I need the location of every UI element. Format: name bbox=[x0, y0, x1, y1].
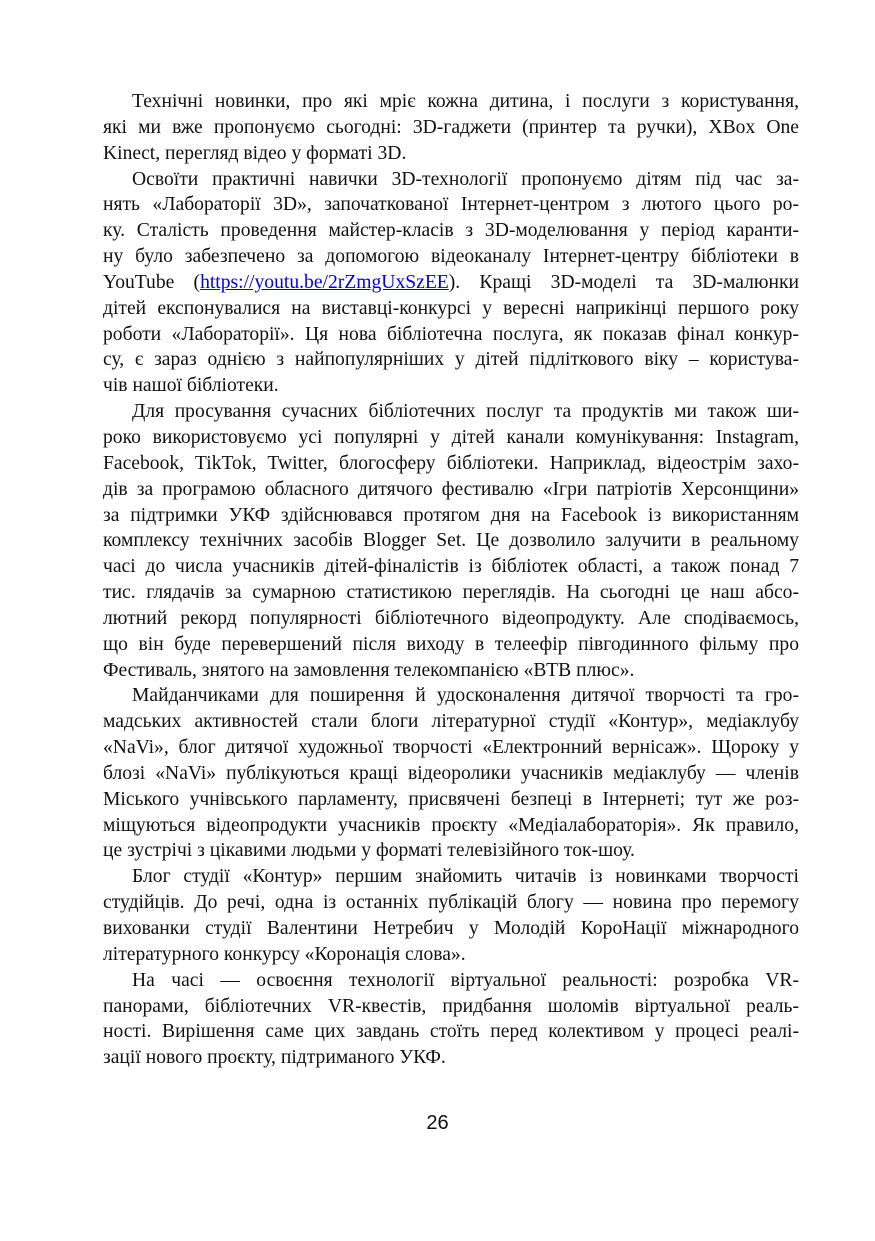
paragraph-4-line-2: мадських активностей стали блоги літературної студії «Контур», медіаклубу bbox=[103, 711, 799, 733]
paragraph-4-line-6: міщуються відеопродукти учасників проєкту «Медіалабораторія». Як правило, bbox=[103, 814, 799, 836]
link-line-suffix: ). Кращі 3D-моделі та 3D-малюнки bbox=[448, 271, 799, 293]
link-line-prefix: YouTube ( bbox=[103, 271, 201, 293]
paragraph-1-line-3: Kinect, перегляд відео у форматі 3D. bbox=[103, 142, 407, 164]
paragraph-2-line-1: Освоїти практичні навички 3D-технології пропонуємо дітям під час за- bbox=[132, 168, 799, 190]
paragraph-4-line-7: це зустрічі з цікавими людьми у форматі телевізійного ток-шоу. bbox=[103, 840, 635, 862]
paragraph-4-line-5: Міського учнівського парламенту, присвячені безпеці в Інтернеті; тут же роз- bbox=[103, 788, 799, 810]
paragraph-3-line-6: комплексу технічних засобів Blogger Set. Це дозволило залучити в реальному bbox=[103, 530, 799, 552]
paragraph-3-line-5: за підтримки УКФ здійснювався протягом дня на Facebook із використанням bbox=[103, 504, 799, 526]
paragraph-2-line-4: ну було забезпечено за допомогою відеоканалу Інтернет-центру бібліотеки в bbox=[103, 246, 799, 268]
paragraph-2-line-7: роботи «Лабораторії». Ця нова бібліотечна послуга, як показав фінал конкур- bbox=[103, 323, 799, 345]
paragraph-3-line-4: дів за програмою обласного дитячого фестивалю «Ігри патріотів Херсонщини» bbox=[103, 478, 799, 500]
paragraph-2-line-2: нять «Лабораторії 3D», започаткованої Інтернет-центром з лютого цього ро- bbox=[103, 194, 799, 216]
page-number: 26 bbox=[426, 1112, 449, 1134]
paragraph-2-line-6: дітей експонувалися на виставці-конкурсі у вересні наприкінці першого року bbox=[103, 297, 799, 319]
paragraph-3-line-7: часі до числа учасників дітей-фіналістів із бібліотек області, а також понад 7 bbox=[103, 556, 799, 578]
paragraph-3-line-1: Для просування сучасних бібліотечних послуг та продуктів ми також ши- bbox=[132, 401, 799, 423]
paragraph-6-line-1: На часі — освоєння технології віртуальної реальності: розробка VR- bbox=[132, 969, 799, 991]
paragraph-4-line-4: блозі «NaVi» публікуються кращі відеоролики учасників медіаклубу — членів bbox=[103, 762, 799, 784]
paragraph-1-line-1: Технічні новинки, про які мріє кожна дитина, і послуги з користування, bbox=[132, 91, 799, 112]
paragraph-5-line-4: літературного конкурсу «Коронація слова». bbox=[103, 943, 466, 965]
body-text bbox=[103, 89, 799, 1071]
paragraph-5-line-2: студійців. До речі, одна із останніх публікацій блогу — новина про перемогу bbox=[103, 892, 799, 914]
youtube-link[interactable]: https://youtu.be/2rZmgUxSzEE bbox=[200, 271, 449, 293]
paragraph-3-line-9: лютний рекорд популярності бібліотечного відеопродукту. Але сподіваємось, bbox=[103, 607, 799, 629]
paragraph-4-line-3: «NaVi», блог дитячої художньої творчості «Електронний вернісаж». Щороку у bbox=[103, 737, 799, 759]
paragraph-1-line-2: які ми вже пропонуємо сьогодні: 3D-гаджети (принтер та ручки), XBox One bbox=[103, 116, 799, 138]
paragraph-3-line-10: що він буде перевершений після виходу в телеефір півгодинного фільму про bbox=[103, 633, 799, 655]
paragraph-3-line-3: Facebook, TikTok, Twitter, блогосферу бібліотеки. Наприклад, відеострім захо- bbox=[103, 452, 799, 474]
paragraph-6-line-4: зації нового проєкту, підтриманого УКФ. bbox=[103, 1047, 446, 1069]
paragraph-5-line-3: вихованки студії Валентини Нетребич у Молодій КороНації міжнародного bbox=[103, 918, 799, 939]
paragraph-3-line-11: Фестиваль, знятого на замовлення телекомпанією «ВТВ плюс». bbox=[103, 659, 635, 681]
paragraph-2-link-line bbox=[103, 270, 799, 296]
paragraph-2-line-3: ку. Сталість проведення майстер-класів з 3D-моделювання у період каранти- bbox=[103, 220, 799, 242]
paragraph-6-line-2: панорами, бібліотечних VR-квестів, придбання шоломів віртуальної реаль- bbox=[103, 995, 799, 1017]
paragraph-5-line-1: Блог студії «Контур» першим знайомить читачів із новинками творчості bbox=[132, 866, 799, 888]
paragraph-2-line-8: су, є зараз однією з найпопулярніших у дітей підліткового віку – користува- bbox=[103, 349, 799, 371]
paragraph-4-line-1: Майданчиками для поширення й удосконалення дитячої творчості та гро- bbox=[132, 685, 799, 707]
paragraph-6-line-3: ності. Вирішення саме цих завдань стоїть перед колективом у процесі реалі- bbox=[103, 1021, 799, 1043]
paragraph-3-line-8: тис. глядачів за сумарною статистикою переглядів. На сьогодні це наш абсо- bbox=[103, 582, 799, 604]
paragraph-2-line-9: чів нашої бібліотеки. bbox=[103, 375, 279, 397]
paragraph-3-line-2: роко використовуємо усі популярні у дітей канали комунікування: Instagram, bbox=[103, 426, 799, 448]
